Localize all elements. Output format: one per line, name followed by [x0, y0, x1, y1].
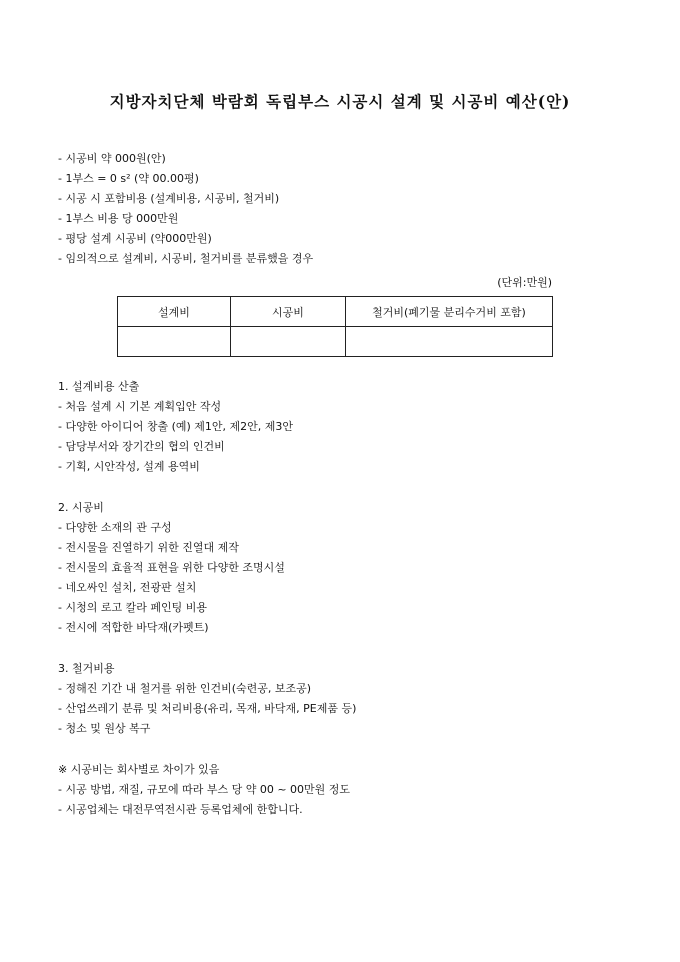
list-item: - 정해진 기간 내 철거를 위한 인건비(숙련공, 보조공) — [58, 682, 312, 695]
table-row — [118, 327, 553, 357]
intro-line-booth-size: - 1부스 = 0 s² (약 00.00평) — [58, 172, 199, 185]
list-item: - 전시물을 진열하기 위한 진열대 제작 — [58, 541, 239, 554]
section-heading-design: 1. 설계비용 산출 — [58, 380, 140, 393]
list-item: - 청소 및 원상 복구 — [58, 722, 151, 735]
intro-line-classification: - 임의적으로 설계비, 시공비, 철거비를 분류했을 경우 — [58, 252, 314, 265]
cell-design-cost — [118, 327, 231, 357]
unit-label: (단위:만원) — [497, 276, 552, 289]
list-item: - 처음 설계 시 기본 계획입안 작성 — [58, 400, 222, 413]
list-item: - 네오싸인 설치, 전광판 설치 — [58, 581, 197, 594]
cell-demolition-cost — [346, 327, 553, 357]
budget-table-header-row — [118, 297, 553, 327]
cell-construction-cost — [231, 327, 346, 357]
note-reference-mark: ※ 시공비는 회사별로 차이가 있음 — [58, 763, 220, 776]
note-line: - 시공업체는 대전무역전시관 등록업체에 한합니다. — [58, 803, 303, 816]
list-item: - 전시에 적합한 바닥재(카펫트) — [58, 621, 209, 634]
list-item: - 전시물의 효율적 표현을 위한 다양한 조명시설 — [58, 561, 285, 574]
header-design-cost: 설계비 — [118, 297, 231, 327]
document-title: 지방자치단체 박람회 독립부스 시공시 설계 및 시공비 예산(안) — [109, 92, 571, 111]
intro-line-included-costs: - 시공 시 포함비용 (설계비용, 시공비, 철거비) — [58, 192, 280, 205]
budget-table — [117, 296, 553, 357]
section-heading-demolition: 3. 철거비용 — [58, 662, 115, 675]
header-demolition-cost: 철거비(폐기물 분리수거비 포함) — [346, 297, 553, 327]
list-item: - 담당부서와 장기간의 협의 인건비 — [58, 440, 225, 453]
list-item: - 다양한 소재의 관 구성 — [58, 521, 172, 534]
list-item: - 시청의 로고 칼라 페인팅 비용 — [58, 601, 207, 614]
header-construction-cost: 시공비 — [231, 297, 346, 327]
list-item: - 기획, 시안작성, 설계 용역비 — [58, 460, 200, 473]
list-item: - 다양한 아이디어 창출 (예) 제1안, 제2안, 제3안 — [58, 420, 294, 433]
list-item: - 산업쓰레기 분류 및 처리비용(유리, 목재, 바닥재, PE제품 등) — [58, 702, 357, 715]
section-heading-construction: 2. 시공비 — [58, 501, 104, 514]
intro-line-per-booth-cost: - 1부스 비용 당 000만원 — [58, 212, 179, 225]
note-line: - 시공 방법, 재질, 규모에 따라 부스 당 약 00 ~ 00만원 정도 — [58, 783, 351, 796]
intro-line-construction-cost: - 시공비 약 000원(안) — [58, 152, 166, 165]
intro-line-per-pyeong-cost: - 평당 설계 시공비 (약000만원) — [58, 232, 212, 245]
